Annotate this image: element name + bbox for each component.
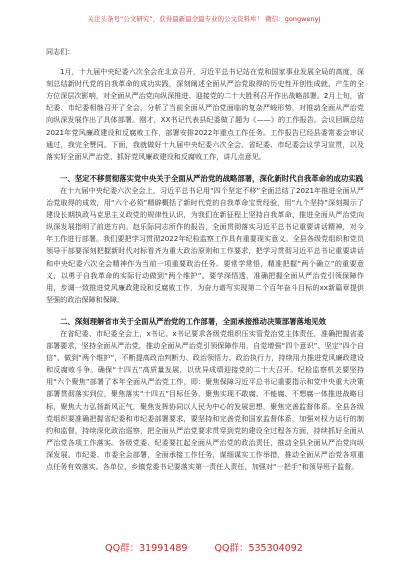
greeting: 同志们： [46, 47, 75, 56]
paragraph-3: 在省纪委、市纪委全会上，x书记、x书记要求各级党组织压实管党治党主体责任，准确把握省委部署要求，坚持全面从严治党，推动全面从严治党引领保障作用，自觉增强“四个意识”、坚定“四个自信”、做到“两个维护”，不断提高政治判断力、政治领悟力、政治执行力，持续用力推进党风廉政建设和反腐败斗争。确保“十四五”高质量发展，以优异成绩迎接党的二十大召开。纪检监察机关要坚持用“六个聚焦”部署了本年全面从严治党工作，即：聚焦保障习近平总书记重要指示和党中央重大决策部署贯彻落实到位，聚焦落实“十四五”目标任务，聚焦实现不敢腐、不能腐、不想腐一体推进战略目标，聚焦大力弘扬新风正气，聚焦发挥协同以人民为中心的发展思想，聚焦完善监督体系。全县各级党组织要准确把握省纪委和市纪委部署要求，要坚持和完善党和国家监督体系，加强对权力运行的制约和监督，持续深化政治巡察，把全面从严治党要求贯穿到党的建设全过程各方面，持续抓好全面从严治党各项工作落实。各级党委、纪委要扛起全面从严治党的政治责任，推动全县全面从严治党向纵深发展。市纪委、市委全会部署，全面承接工作任务，谋细谋实工作举措，推动全面从严治党各项重点任务有效落实。各单位、乡镇党委书记要落实第一责任人责任，加强对“一把手”和领导班子监督。 [46, 328, 364, 471]
section-heading-1: 一、坚定不移贯彻落实党中央关于全面从严治党的战略部署，深化新时代自我革命的成功实践 [60, 173, 364, 183]
paragraph-2: 在十九届中央纪委六次全会上，习近平总书记用“四个坚定不移”全面总结了2021年推进全面从严治党取得的成效，用“六个必须”精辟概括了新时代党的自我革命宝贵经验，用“九个坚持”深刻揭示了建设长期执政马克思主义政党的规律性认识，为我们在新征程上坚持自我革命、推进全面从严治党向纵深发展指明了前进方向。赵乐际同志所作的报告，全面贯彻落实习近平总书记重要讲话精神，对今年工作进行部署。我们要把学习贯彻2022年纪检监察工作具有重要现实意义。全县各级党组织和党员领导干部要深刻把握新时代对标看齐为重大政治原则和工作要求，把学习贯彻习近平总书记重要讲话和中央纪委六次全会精神作为当前一项重要政治任务。要常学常悟，精准把握“两个确立”的重要意义，以勇于自我革命的实际行动做到“两个维护”。要学深悟透，准确把握全面从严治党引领保障作用，步调一致推进党风廉政建设和反腐败工作，为奋力谱写实现第二个百年奋斗目标的xx新篇章提供坚强的政治保障和保障。 [46, 185, 364, 304]
speech-body [46, 46, 364, 473]
promo-banner: 关注头条号“公文研究”，获得最新最全最专业的公文资料库！ 微信：gongwenyj [87, 15, 321, 23]
paragraph-1: 1月，十九届中央纪委六次全会在北京召开，习近平总书记站在党和国家事业发展全局的高度，深刻总结新时代党的自我革命的成功实践，深刻阐述全面从严治党取得的历史性开创性成就、产生的全方位深层次影响，对全面从严治党向纵深推进、迎接党的二十大胜利召开作出战略部署。2月上旬，省纪委、市纪委相继召开了全会，分析了当前全面从严治党面临的复杂严峻形势，对推动全面从严治党向纵深发展作出了具体部署。刚才，XX书记代表县纪委做了题为《——》的工作报告。会议回顾总结2021年党风廉政建设和反腐败工作，部署安排2022年重点工作任务。工作报告已经县委常委会审议通过，我完全赞同。下面，我就做好十九届中央纪委六次全会、省纪委、市纪委会议学习宣贯，以及落实好全面从严治党、抓好党风廉政建设和反腐败工作，讲几点意见。 [46, 67, 364, 161]
section-heading-2: 二、深刻理解省市关于全面从严治党的工作部署，全面承接推动决策部署落地见效 [60, 316, 327, 326]
qq-group-1: QQ群：31991489 [105, 543, 188, 554]
footer-contacts [0, 540, 408, 554]
qq-group-2: QQ群：535304092 [214, 543, 303, 554]
